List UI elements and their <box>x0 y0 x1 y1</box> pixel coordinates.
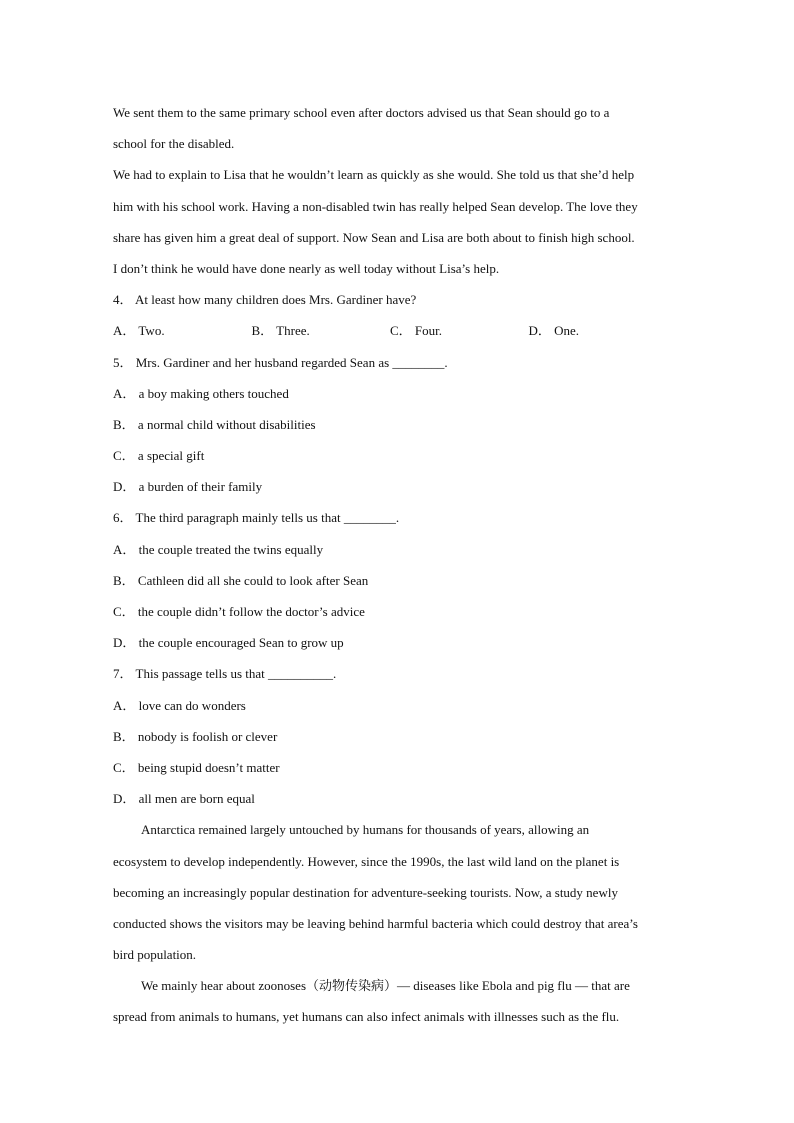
text-line: We sent them to the same primary school even after doctors advised us that Sean should go to a <box>113 105 610 120</box>
option-c: C． a special gift <box>113 448 205 464</box>
question-4 <box>113 284 695 346</box>
options-row <box>113 315 695 346</box>
question-5 <box>113 347 695 503</box>
option-a: A． a boy making others touched <box>113 385 289 401</box>
text-line: share has given him a great deal of support. Now Sean and Lisa are both about to finish high school. <box>113 229 635 245</box>
option-b: B． Three. <box>251 323 310 339</box>
option-b: B． Cathleen did all she could to look after Sean <box>113 572 369 588</box>
question-stem: 4． At least how many children does Mrs. Gardiner have? <box>113 292 417 308</box>
option-d: D． a burden of their family <box>113 479 263 495</box>
question-stem: 5． Mrs. Gardiner and her husband regarded Sean as ________. <box>113 354 448 370</box>
text-line: I don’t think he would have done nearly as well today without Lisa’s help. <box>113 260 500 276</box>
text-line: bird population. <box>113 947 197 963</box>
question-stem: 6． The third paragraph mainly tells us that ________. <box>113 510 400 526</box>
option-c: C． being stupid doesn’t matter <box>113 759 280 775</box>
text-line: becoming an increasingly popular destination for adventure-seeking tourists. Now, a study newly <box>113 884 618 900</box>
option-a: A． Two. <box>113 323 165 339</box>
question-6 <box>113 502 695 658</box>
text-line: We mainly hear about zoonoses（动物传染病）— diseases like Ebola and pig flu — that are <box>141 978 630 994</box>
option-d: D． all men are born equal <box>113 791 255 807</box>
option-b: B． nobody is foolish or clever <box>113 728 278 744</box>
option-d: D． One. <box>528 323 580 339</box>
passage-2 <box>113 814 695 1032</box>
text-line: him with his school work. Having a non-disabled twin has really helped Sean develop. The love they <box>113 198 638 214</box>
text-line: Antarctica remained largely untouched by humans for thousands of years, allowing an <box>141 822 590 838</box>
option-c: C． Four. <box>390 323 443 339</box>
passage-1 <box>113 97 695 284</box>
option-b: B． a normal child without disabilities <box>113 416 316 432</box>
text-line: ecosystem to develop independently. However, since the 1990s, the last wild land on the planet is <box>113 853 620 869</box>
text-line: We had to explain to Lisa that he wouldn’t learn as quickly as she would. She told us that she’d help <box>113 167 635 183</box>
text-line: school for the disabled. <box>113 136 235 152</box>
question-stem: 7． This passage tells us that __________. <box>113 666 337 682</box>
question-7 <box>113 658 695 814</box>
option-a: A． the couple treated the twins equally <box>113 541 324 557</box>
text-line: conducted shows the visitors may be leaving behind harmful bacteria which could destroy that area’s <box>113 915 638 931</box>
option-a: A． love can do wonders <box>113 697 246 713</box>
text-line: spread from animals to humans, yet humans can also infect animals with illnesses such as the flu. <box>113 1009 620 1025</box>
document-page <box>113 97 695 1033</box>
option-d: D． the couple encouraged Sean to grow up <box>113 635 344 651</box>
option-c: C． the couple didn’t follow the doctor’s advice <box>113 604 365 619</box>
